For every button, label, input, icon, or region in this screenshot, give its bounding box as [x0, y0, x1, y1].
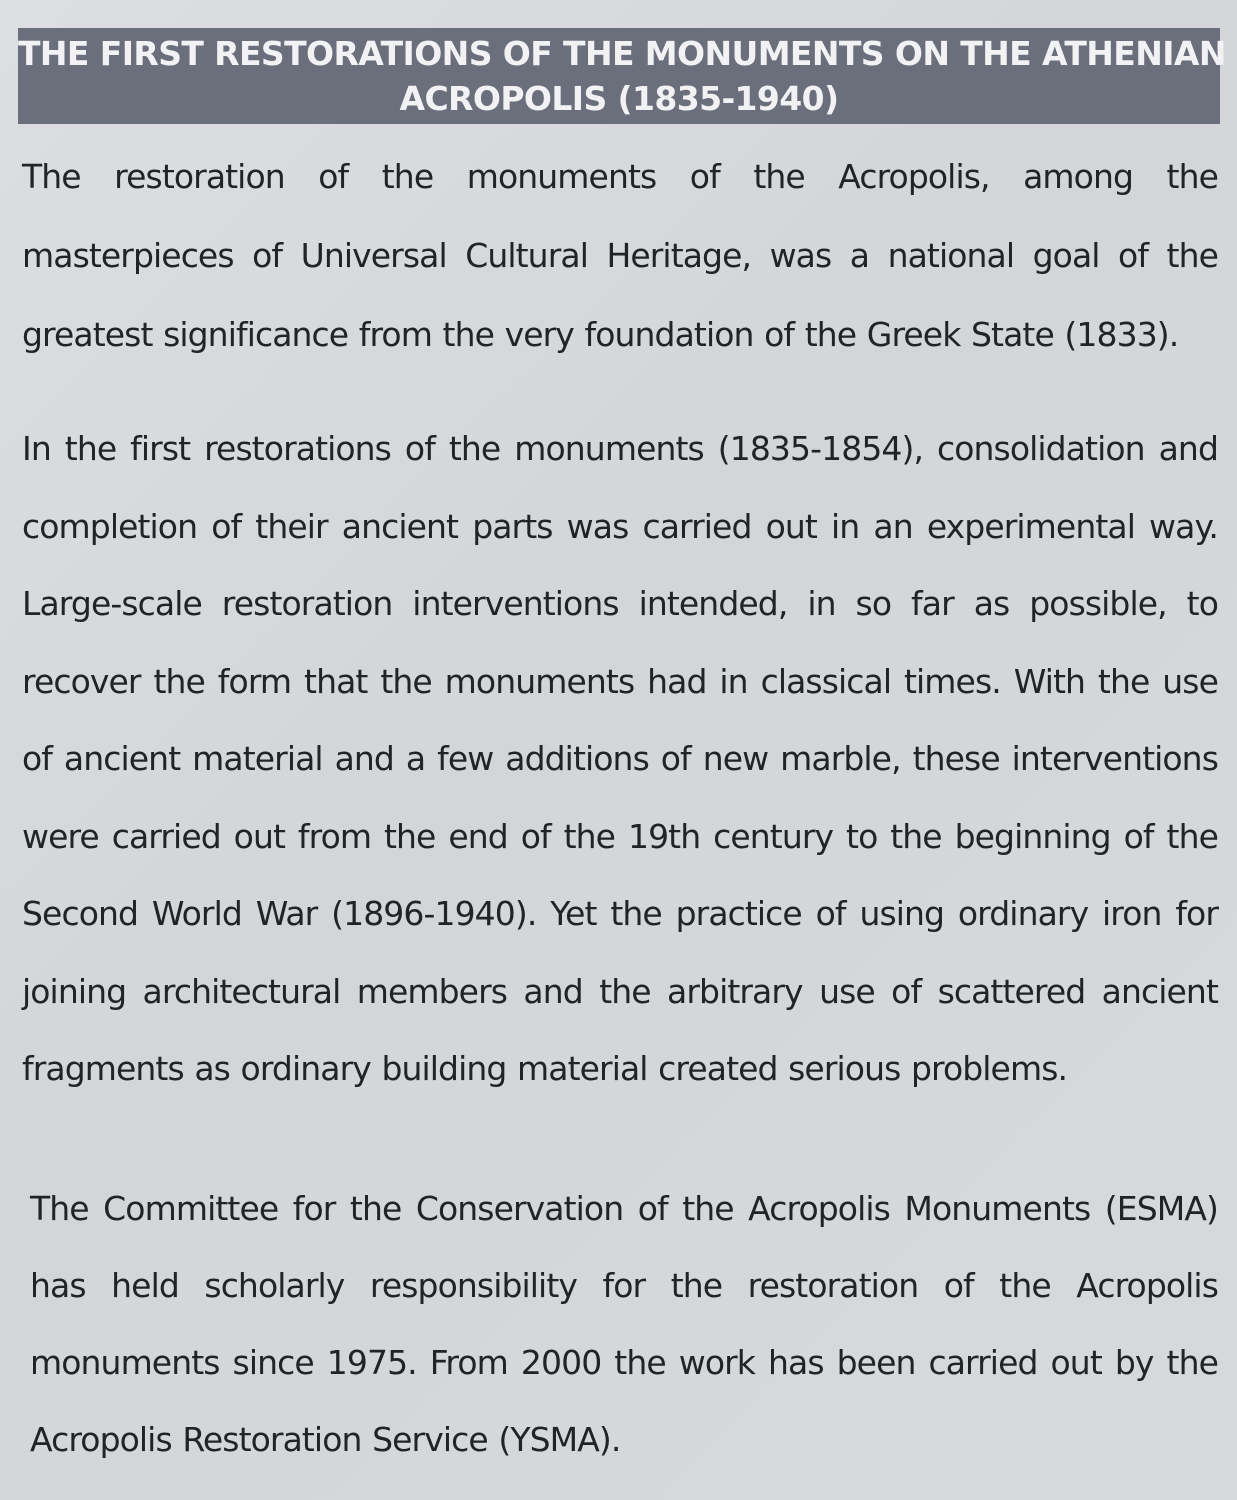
paragraph-intro — [22, 137, 1218, 374]
panel-title-line-1: THE FIRST RESTORATIONS OF THE MONUMENTS ON THE ATHENIAN — [18, 34, 1226, 73]
paragraph-text: The restoration of the monuments of the Acropolis, among the masterpieces of Universal Cultural Heritage, was a national goal of the greatest significance from the very foundation of the Greek State (1833). — [22, 157, 1218, 354]
panel-title — [18, 28, 1226, 124]
paragraph-text: The Committee for the Conservation of the Acropolis Monuments (ESMA) has held scholarly responsibility for the restoration of the Acropolis monuments since 1975. From 2000 the work has been carried out by the Acropolis Restoration Service (YSMA). — [30, 1189, 1218, 1459]
panel-title-line-2: ACROPOLIS (1835-1940) — [399, 79, 839, 118]
paragraph-text: In the first restorations of the monuments (1835-1854), consolidation and completion of their ancient parts was carried out in an experimental way. Large-scale restoration interventions intended, in so far as possible, to recover the form that the monuments had in classical times. With the use of ancient material and a few additions of new marble, these interventions were carried out from the end of the 19th century to the beginning of the Second World War (1896-1940). Yet the practice of using ordinary iron for joining architectural members and the arbitrary use of scattered ancient fragments as ordinary building material created serious problems. — [22, 429, 1218, 1088]
paragraph-committee — [30, 1170, 1218, 1478]
paragraph-first-restorations — [22, 410, 1218, 1108]
